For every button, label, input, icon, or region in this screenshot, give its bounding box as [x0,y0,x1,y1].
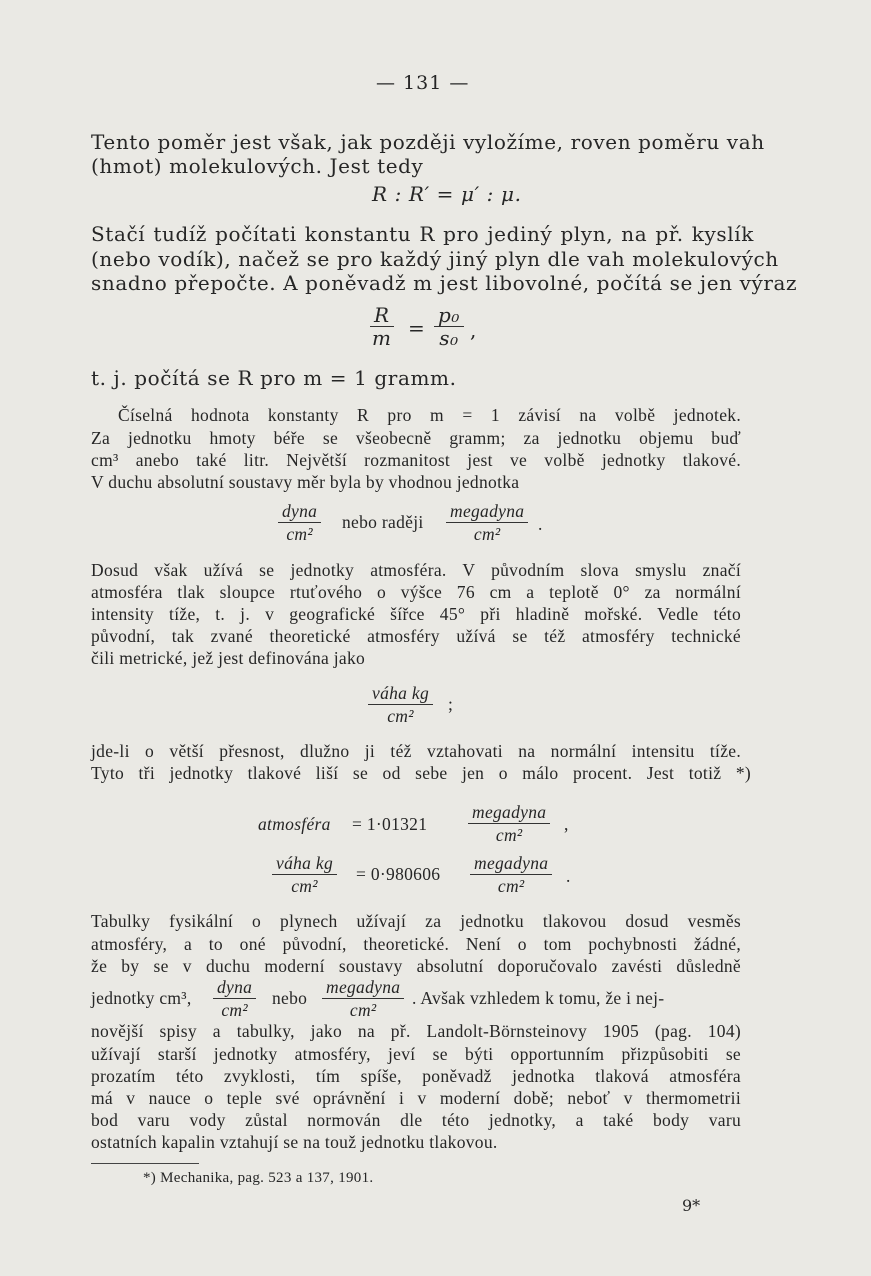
units-punct: . [538,514,543,534]
eq2-value: = 0·980606 [356,864,441,884]
eq1-den: cm² [495,825,523,845]
para6-line6: užívají starší jednotky atmosféry, jeví se býti opportunním přizpůsobiti se [91,1044,741,1064]
units-mid: nebo raději [342,512,424,532]
footnote-rule [91,1163,199,1164]
ratio-left-den: m [372,326,392,350]
footnote: *) Mechanika, pag. 523 a 137, 1901. [143,1170,374,1186]
para6-line7: prozatím této zvyklosti, tím spíše, poněvadž jednotka tlaková atmosféra [91,1066,741,1086]
line15-megadyna-num: megadyna [322,976,404,999]
ratio-right-den: s₀ [439,326,459,350]
para6-line9: bod varu vody zůstal normován dle této jednotky, a také body varu [91,1110,741,1130]
ratio-punct: , [470,318,477,342]
eq2-num: megadyna [470,852,552,875]
para6-line4-end: . Avšak vzhledem k tomu, že i nej- [412,988,665,1008]
para2-line3: snadno přepočte. A poněvadž m jest libovolné, počítá se jen výraz [91,271,798,295]
para6-line1: Tabulky fysikální o plynech užívají za jednotku tlakovou dosud vesměs [91,911,741,931]
unit-megadyna-den: cm² [473,524,501,544]
ratio-right-num: p₀ [434,304,464,327]
para3-line2: Za jednotku hmoty béře se všeobecně gramm; za jednotku objemu buď [91,428,741,448]
eq2-den: cm² [497,876,525,896]
eq1-value: = 1·01321 [352,814,428,834]
para4-line5: čili metrické, jež jest definována jako [91,648,366,668]
line15-megadyna-den: cm² [349,1000,377,1020]
line15-dyna-num: dyna [213,976,256,999]
para3-line1: Číselná hodnota konstanty R pro m = 1 závisí na volbě jednotek. [118,405,741,425]
para6-line2: atmosféry, a to oné původní, theoretické. Není o tom pochybnosti žádné, [91,934,741,954]
para6-line5: novější spisy a tabulky, jako na př. Landolt-Börnsteinovy 1905 (pag. 104) [91,1021,741,1041]
para2-line2: (nebo vodík), načež se pro každý jiný plyn dle vah molekulových [91,247,779,271]
para1-line1: Tento poměr jest však, jak později vyložíme, roven poměru vah [91,130,765,154]
eq1-num: megadyna [468,801,550,824]
ratio-left-num: R [370,304,394,327]
para6-line8: má v nauce o teple své oprávnění i v moderní době; neboť v thermometrii [91,1088,741,1108]
para4-line4: původní, tak zvané theoretické atmosféry užívá se též atmosféry technické [91,626,741,646]
para6-line4-nebo: nebo [272,988,308,1008]
eq1-left: atmosféra [258,814,331,834]
eq2-left-num: váha kg [272,852,337,875]
para3-line4: V duchu absolutní soustavy měr byla by vhodnou jednotka [91,472,520,492]
para6-line3: že by se v duchu moderní soustavy absolutní doporučovalo zavésti důsledně [91,956,741,976]
para5-line1: jde-li o větší přesnost, dlužno ji též vztahovati na normální intensitu tíže. [91,741,741,761]
para4-line2: atmosféra tlak sloupce rtuťového o výšce 76 cm a teplotě 0° za normální [91,582,741,602]
para2-line4: t. j. počítá se R pro m = 1 gramm. [91,366,457,390]
page-number: — 131 — [376,72,470,94]
signature-mark: 9* [682,1196,701,1215]
line15-dyna-den: cm² [221,1000,248,1020]
para2-line1: Stačí tudíž počítati konstantu R pro jediný plyn, na př. kyslík [91,222,754,246]
para6-line10: ostatních kapalin vztahují se na touž jednotku tlakovou. [91,1132,498,1152]
unit-megadyna-num: megadyna [446,500,528,523]
para4-line1: Dosud však užívá se jednotky atmosféra. V původním slova smyslu značí [91,560,741,580]
para4-line3: intensity tíže, t. j. v geografické šířce 45° při hladině mořské. Vedle této [91,604,741,624]
unit-dyna-den: cm² [286,524,313,544]
ratio-eq: = [408,316,426,340]
eq2-left-den: cm² [291,876,318,896]
eq2-punct: . [566,866,571,886]
formula-r-ratio: R : R′ = μ′ : μ. [372,182,522,206]
para1-line2: (hmot) molekulových. Jest tedy [91,154,424,178]
para5-line2: Tyto tři jednotky tlakové liší se od sebe jen o málo procent. Jest totiž *) [91,763,751,783]
vaha-den: cm² [387,706,414,726]
para3-line3: cm³ anebo také litr. Největší rozmanitost jest ve volbě jednotky tlakové. [91,450,741,470]
vaha-num: váha kg [368,682,433,705]
eq1-punct: , [564,814,569,834]
vaha-punct: ; [448,694,454,714]
para6-line4-start: jednotky cm³, [91,988,192,1008]
unit-dyna-num: dyna [278,500,321,523]
